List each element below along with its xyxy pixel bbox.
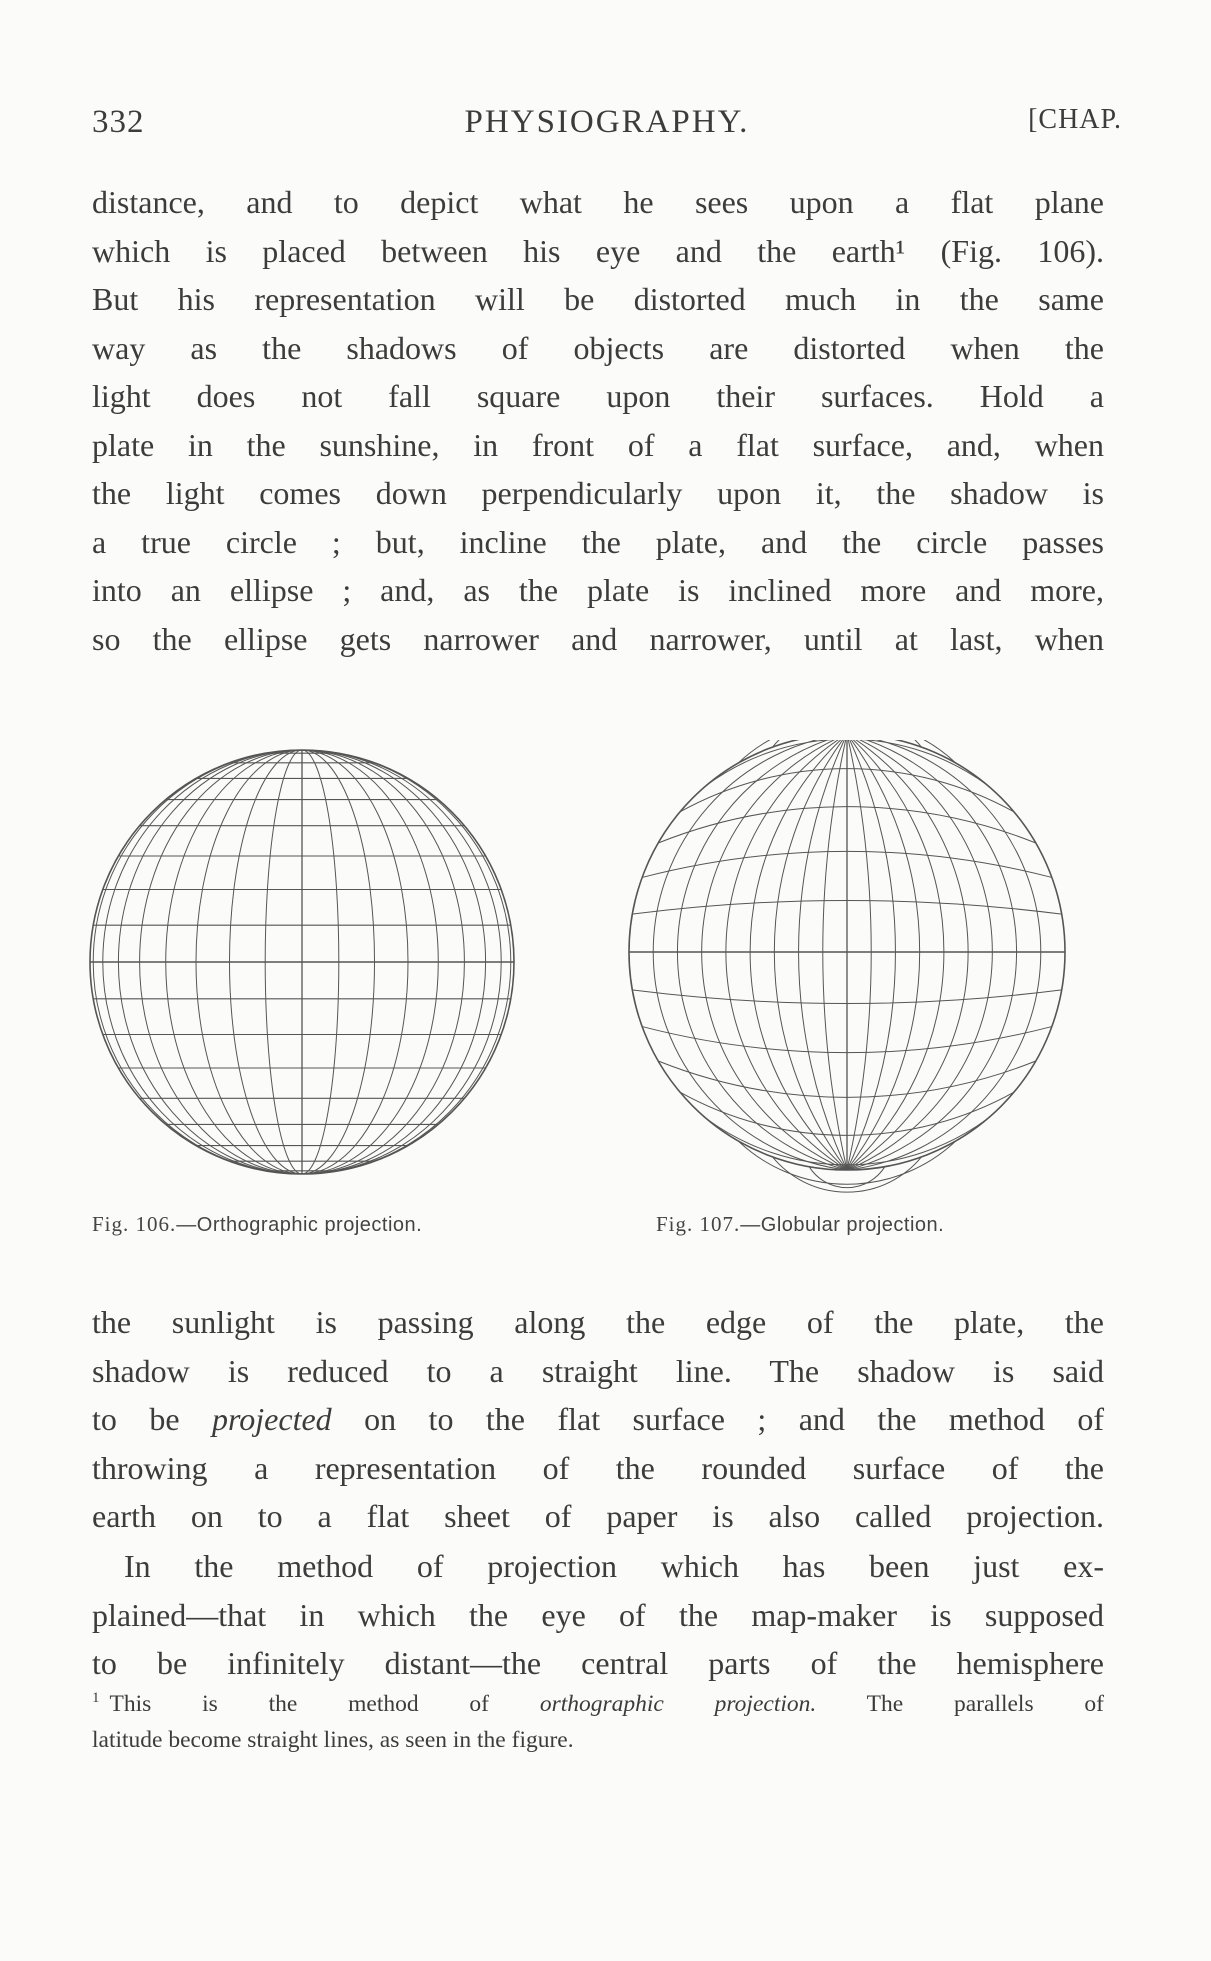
text-line-with-emphasis bbox=[92, 1395, 1104, 1444]
meridian-arc bbox=[726, 740, 847, 1170]
figure-106 bbox=[70, 740, 550, 1200]
text-fragment: The parallels of bbox=[816, 1690, 1104, 1717]
emphasis-projected: projected bbox=[212, 1401, 332, 1437]
text-line: into an ellipse ; and, as the plate is inclined more and more, bbox=[92, 572, 1104, 608]
paragraph-3 bbox=[92, 1542, 1104, 1688]
text-line: shadow is reduced to a straight line. The shadow is said bbox=[92, 1352, 1104, 1389]
text-line: distance, and to depict what he sees upon a flat plane bbox=[92, 184, 1104, 220]
text-line: light does not fall square upon their surfaces. Hold a bbox=[92, 378, 1104, 414]
text-fragment: to be bbox=[92, 1401, 212, 1437]
figure-107-caption-text: —Globular projection. bbox=[740, 1214, 945, 1236]
meridian-arc bbox=[823, 740, 847, 1170]
page-number: 332 bbox=[92, 104, 145, 140]
text-line: so the ellipse gets narrower and narrower, until at last, when bbox=[92, 620, 1104, 657]
page-header bbox=[92, 104, 1122, 154]
text-line: to be infinitely distant—the central parts of the hemisphere bbox=[92, 1645, 1104, 1681]
text-fragment: This is the method of bbox=[109, 1690, 540, 1717]
figures-row bbox=[70, 740, 1120, 1260]
text-line: which is placed between his eye and the earth¹ (Fig. 106). bbox=[92, 232, 1104, 269]
figure-106-caption bbox=[92, 1212, 422, 1237]
text-line: a true circle ; but, incline the plate, and the circle passes bbox=[92, 523, 1104, 560]
text-line: plate in the sunshine, in front of a flat surface, and, when bbox=[92, 426, 1104, 463]
text-line: the light comes down perpendicularly upon it, the shadow is bbox=[92, 475, 1104, 511]
figure-107-caption bbox=[656, 1212, 944, 1237]
meridian-arc bbox=[847, 740, 968, 1170]
globular-projection-diagram bbox=[615, 740, 1095, 1200]
footnote bbox=[92, 1680, 1104, 1758]
meridian-arc bbox=[847, 740, 871, 1170]
text-line: In the method of projection which has been just ex- bbox=[124, 1548, 1104, 1584]
meridian-arc bbox=[774, 740, 847, 1170]
meridian-arc bbox=[847, 740, 920, 1170]
figure-106-label: Fig. 106. bbox=[92, 1212, 177, 1236]
text-line: way as the shadows of objects are distorted when the bbox=[92, 329, 1104, 366]
text-line: throwing a representation of the rounded surface of the bbox=[92, 1449, 1104, 1486]
figure-107 bbox=[615, 740, 1095, 1200]
text-fragment: on to the flat surface ; and the method of bbox=[331, 1401, 1105, 1437]
figure-106-caption-text: —Orthographic projection. bbox=[176, 1214, 423, 1236]
text-line: But his representation will be distorted much in the same bbox=[92, 281, 1104, 317]
text-line: earth on to a flat sheet of paper is also called projection. bbox=[92, 1498, 1104, 1534]
text-line: the sunlight is passing along the edge of the plate, the bbox=[92, 1304, 1104, 1340]
chapter-marker: [CHAP. bbox=[1028, 104, 1122, 135]
orthographic-projection-diagram bbox=[70, 740, 550, 1200]
emphasis-orthographic: orthographic projection. bbox=[539, 1690, 817, 1717]
running-title: PHYSIOGRAPHY. bbox=[464, 104, 750, 140]
paragraph-1 bbox=[92, 178, 1104, 663]
paragraph-2 bbox=[92, 1298, 1104, 1541]
figure-107-label: Fig. 107. bbox=[656, 1212, 741, 1236]
text-line: plained—that in which the eye of the map-maker is supposed bbox=[92, 1596, 1104, 1633]
footnote-line bbox=[92, 1680, 1104, 1722]
footnote-marker: 1 bbox=[92, 1690, 100, 1706]
footnote-line: latitude become straight lines, as seen in the figure. bbox=[92, 1726, 574, 1753]
